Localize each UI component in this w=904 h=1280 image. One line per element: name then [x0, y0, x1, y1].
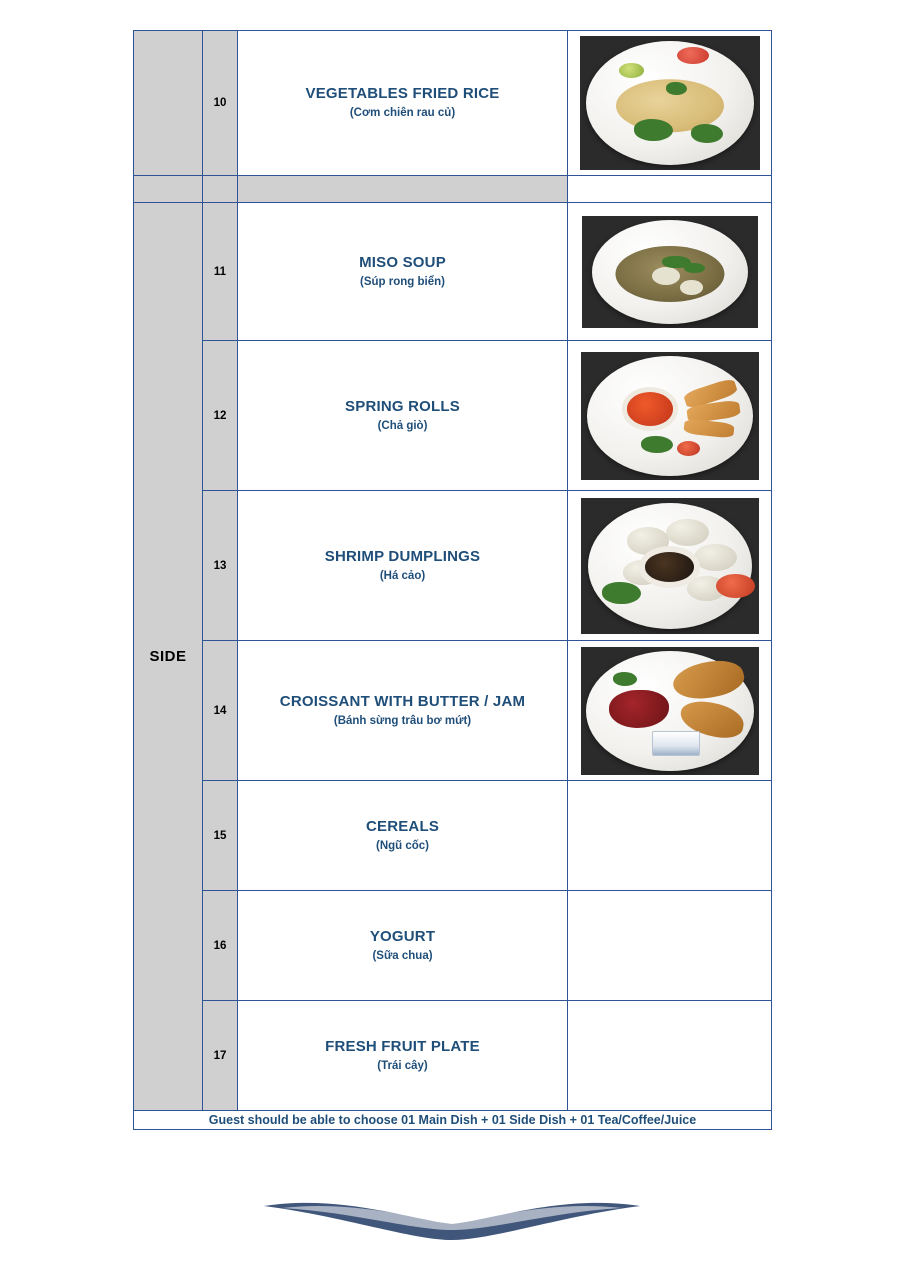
table-row [134, 31, 772, 176]
croissant-photo [581, 647, 759, 775]
dish-name-vi: (Bánh sừng trâu bơ mứt) [333, 714, 472, 727]
dish-name-vi: (Sữa chua) [372, 949, 433, 962]
dish-name-en: FRESH FRUIT PLATE [325, 1037, 480, 1055]
row-number: 12 [203, 341, 238, 491]
divider-name [238, 176, 568, 203]
row-number: 16 [203, 891, 238, 1001]
table-row [134, 491, 772, 641]
divider-img [568, 176, 772, 203]
row-number: 13 [203, 491, 238, 641]
table-row [134, 891, 772, 1001]
dish-name-cell [238, 341, 568, 491]
dish-photo-cell [568, 203, 772, 341]
dish-photo-cell [568, 341, 772, 491]
dish-name-cell [238, 31, 568, 176]
dish-name-en: VEGETABLES FRIED RICE [305, 85, 500, 103]
dish-name-en: CEREALS [365, 817, 440, 835]
table-row [134, 781, 772, 891]
footer-note: Guest should be able to choose 01 Main Dish + 01 Side Dish + 01 Tea/Coffee/Juice [208, 1113, 697, 1127]
dish-name-en: MISO SOUP [359, 253, 446, 271]
section-divider-row [134, 176, 772, 203]
miso-soup-photo [582, 216, 758, 328]
row-number: 15 [203, 781, 238, 891]
dish-name-vi: (Chả giò) [377, 419, 428, 432]
row-number: 11 [203, 203, 238, 341]
dish-photo-cell [568, 31, 772, 176]
menu-table [133, 30, 772, 1130]
dish-name-en: SHRIMP DUMPLINGS [324, 547, 481, 565]
dish-name-cell [238, 491, 568, 641]
dish-name-vi: (Trái cây) [377, 1059, 428, 1072]
category-label-side: SIDE [134, 203, 203, 1111]
table-row [134, 641, 772, 781]
table-row [134, 341, 772, 491]
dish-photo-cell [568, 641, 772, 781]
dish-photo-cell-empty [568, 781, 772, 891]
row-number: 14 [203, 641, 238, 781]
decorative-swoosh [262, 1196, 642, 1244]
dish-photo-cell-empty [568, 1001, 772, 1111]
divider-cat [134, 176, 203, 203]
fried-rice-photo [580, 36, 760, 170]
dish-name-en: CROISSANT WITH BUTTER / JAM [279, 692, 526, 710]
spring-rolls-photo [581, 352, 759, 480]
dish-name-vi: (Súp rong biển) [360, 275, 445, 288]
divider-num [203, 176, 238, 203]
footer-note-cell [134, 1111, 772, 1130]
dish-name-cell [238, 1001, 568, 1111]
dish-name-cell [238, 203, 568, 341]
dish-name-en: YOGURT [369, 927, 436, 945]
row-number: 10 [203, 31, 238, 176]
dish-name-vi: (Cơm chiên rau củ) [349, 107, 456, 120]
table-row [134, 1001, 772, 1111]
row-number: 17 [203, 1001, 238, 1111]
category-cell-empty [134, 31, 203, 176]
dish-name-cell [238, 891, 568, 1001]
dish-name-cell [238, 641, 568, 781]
dish-name-en: SPRING ROLLS [345, 397, 460, 415]
dish-name-cell [238, 781, 568, 891]
table-row [134, 203, 772, 341]
dish-photo-cell [568, 491, 772, 641]
dish-name-vi: (Há cảo) [379, 569, 426, 582]
dish-photo-cell-empty [568, 891, 772, 1001]
dish-name-vi: (Ngũ cốc) [375, 839, 430, 852]
shrimp-dumplings-photo [581, 498, 759, 634]
footer-row [134, 1111, 772, 1130]
